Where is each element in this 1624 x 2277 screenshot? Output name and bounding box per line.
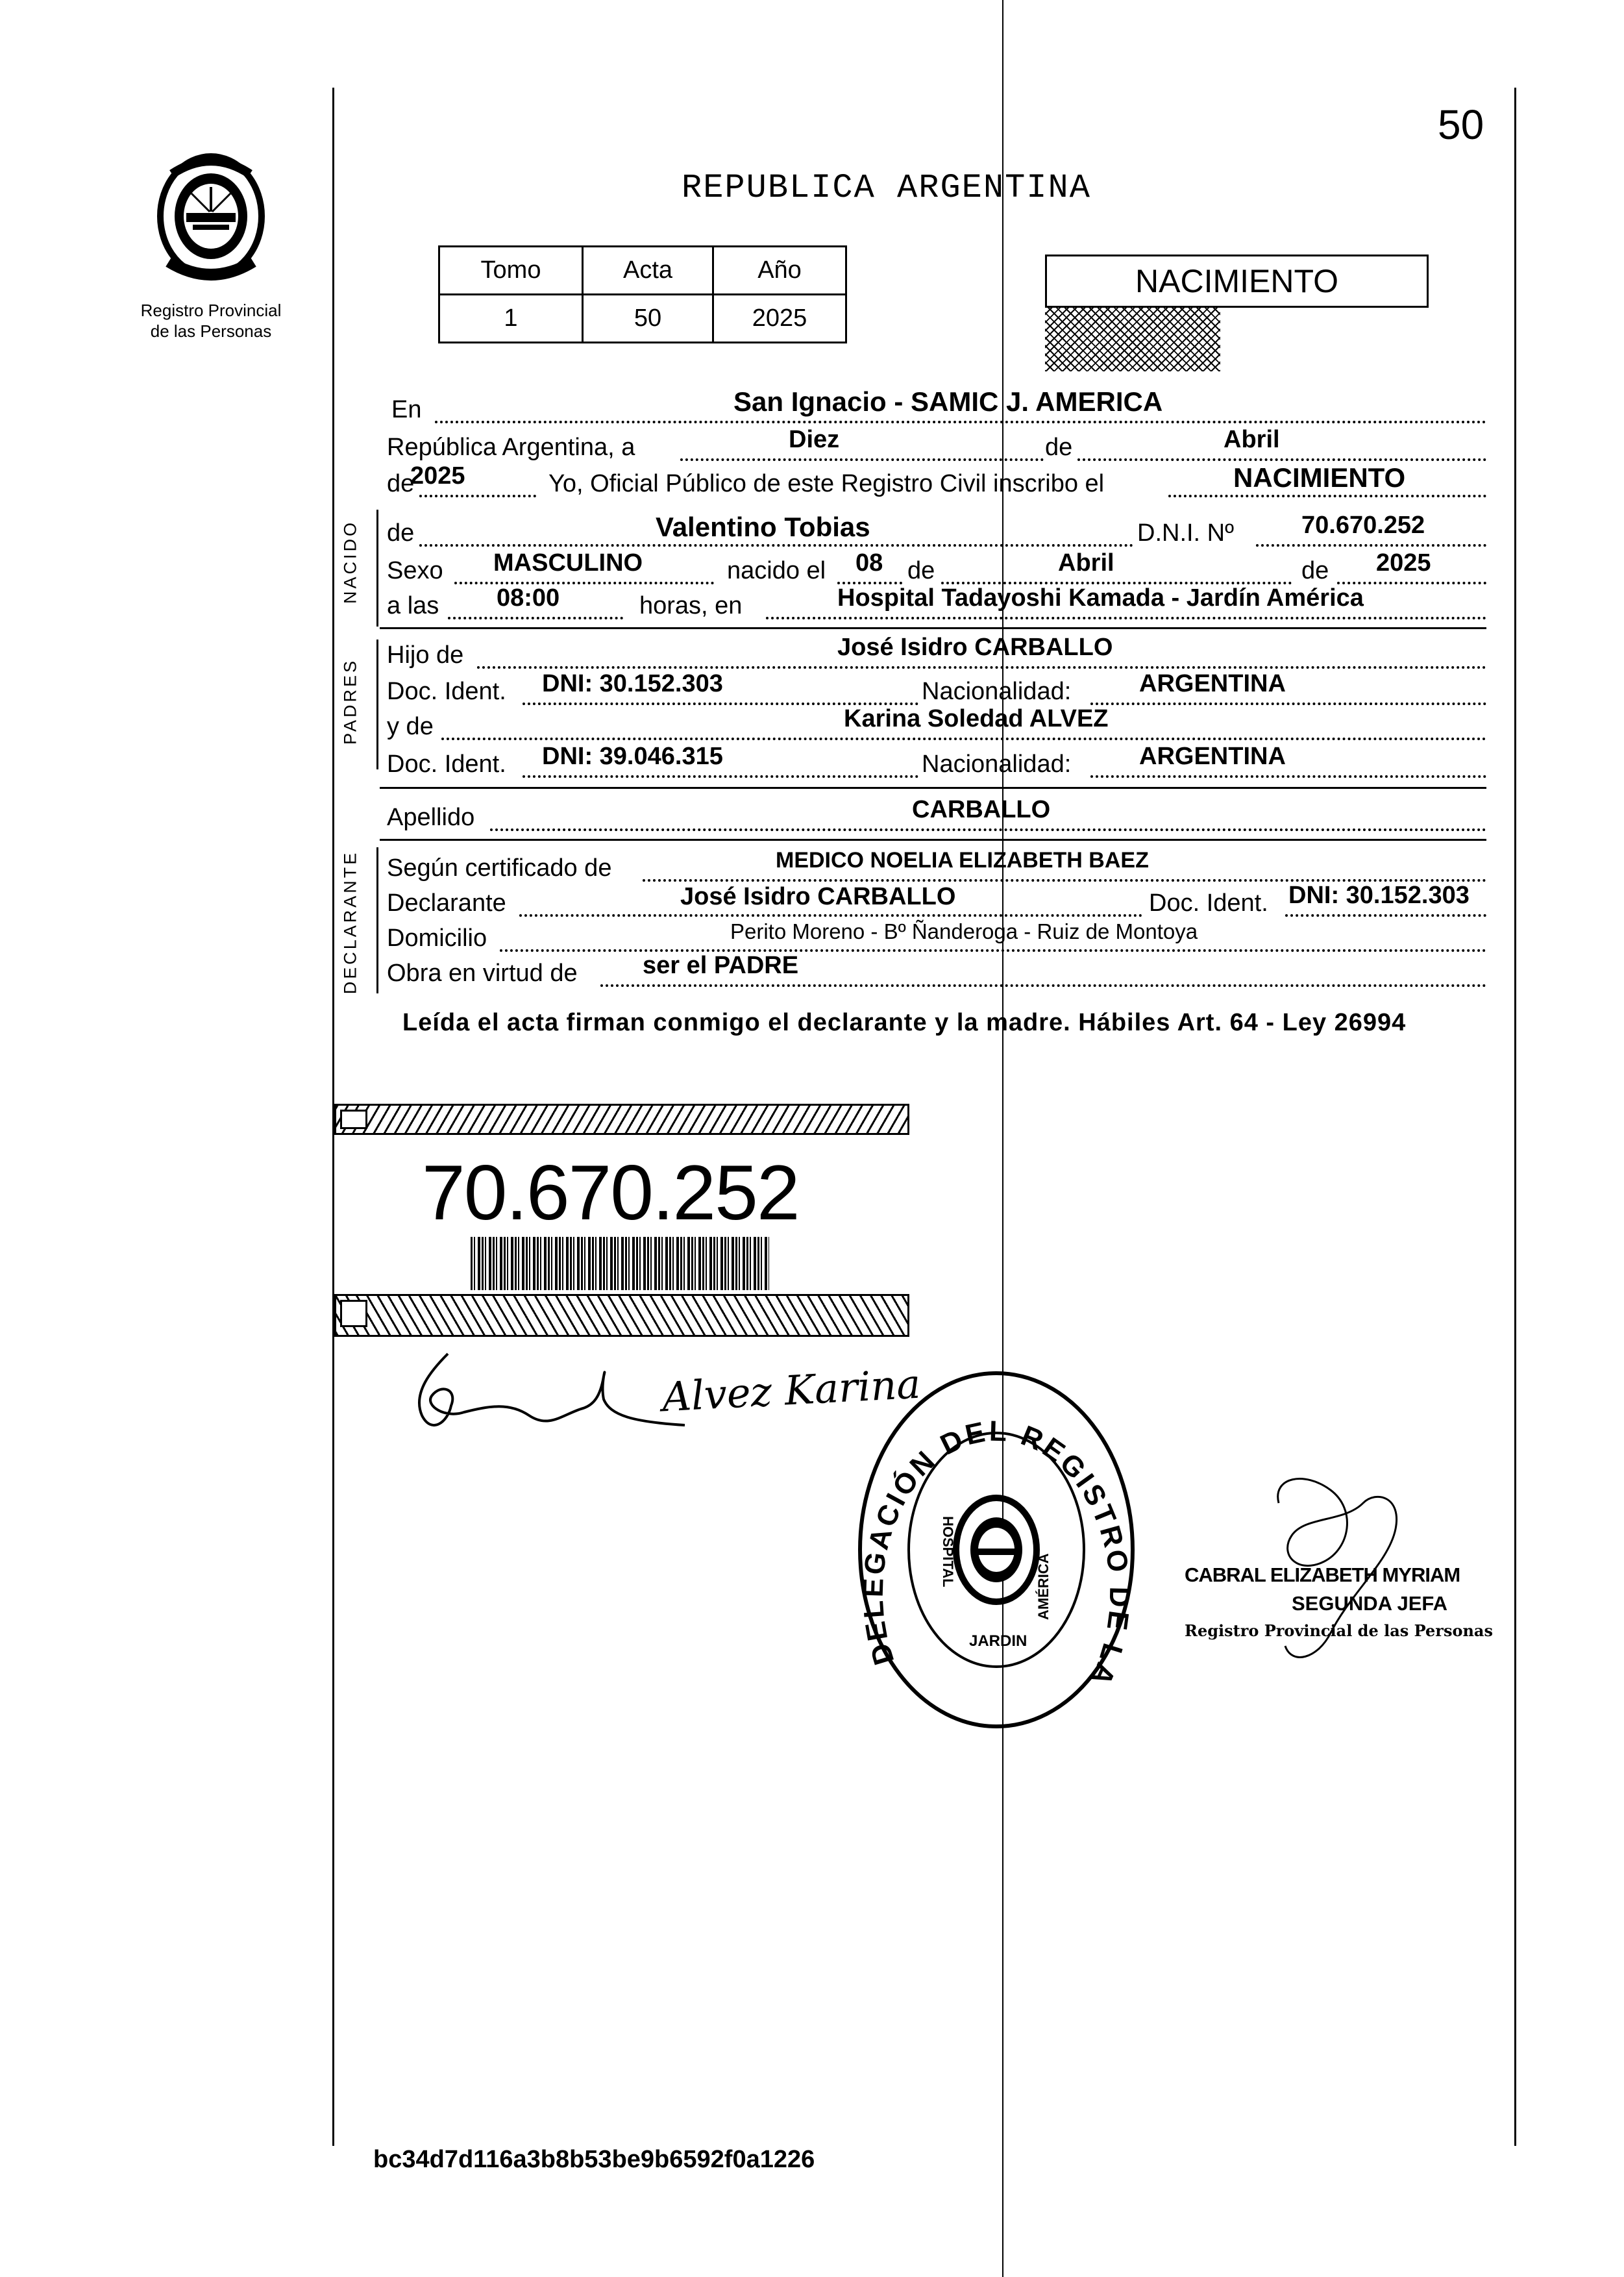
dotted-line — [448, 617, 623, 619]
en-label: En — [391, 396, 422, 423]
stamp-inner-right: AMÉRICA — [1035, 1553, 1052, 1620]
registry-seal-logo — [146, 148, 276, 291]
obra-value: ser el PADRE — [643, 952, 799, 979]
dotted-line — [1256, 544, 1486, 547]
inscribo-value: NACIMIENTO — [1233, 462, 1406, 493]
dotted-line — [519, 914, 1142, 917]
stamp-inner-left: HOSPITAL — [940, 1516, 956, 1587]
hijo-de-label: Hijo de — [387, 641, 464, 669]
father-nationality: ARGENTINA — [1139, 670, 1286, 697]
a-las-label: a las — [387, 592, 439, 619]
dotted-line — [600, 984, 1486, 987]
declarante-doc: DNI: 30.152.303 — [1288, 882, 1470, 909]
page-number: 50 — [1438, 101, 1484, 148]
dotted-line — [435, 421, 1486, 423]
security-band-bottom — [334, 1294, 909, 1337]
en-value: San Ignacio - SAMIC J. AMERICA — [733, 386, 1163, 417]
table-value-anio: 2025 — [713, 295, 846, 343]
birth-de2-label: de — [1301, 557, 1329, 584]
de2-label: de — [387, 470, 415, 497]
year-value: 2025 — [410, 462, 465, 490]
yo-text: Yo, Oficial Público de este Registro Civil inscribo el — [548, 470, 1105, 497]
record-type-box — [1045, 255, 1429, 308]
nacido-el-label: nacido el — [727, 557, 826, 584]
mother-signature-text: Alvez Karina — [661, 1360, 922, 1421]
birth-place: Hospital Tadayoshi Kamada - Jardín América — [837, 584, 1364, 612]
record-table — [438, 245, 847, 343]
horas-en-label: horas, en — [639, 592, 743, 619]
document-hash: bc34d7d116a3b8b53be9b6592f0a1226 — [373, 2146, 815, 2173]
birth-month: Abril — [1058, 549, 1114, 577]
table-header-anio: Año — [713, 247, 846, 295]
registry-caption-line1: Registro Provincial — [140, 301, 282, 320]
cert-label: Según certificado de — [387, 854, 612, 882]
day-value: Diez — [789, 426, 840, 453]
table-header-tomo: Tomo — [439, 247, 583, 295]
domicilio-value: Perito Moreno - Bº Ñanderoga - Ruiz de Montoya — [730, 919, 1198, 943]
barcode — [471, 1237, 769, 1290]
apellido-value: CARBALLO — [912, 796, 1051, 823]
dotted-line — [1090, 775, 1486, 778]
doc1-label: Doc. Ident. — [387, 678, 506, 705]
birth-de-label: de — [907, 557, 935, 584]
dotted-line — [419, 495, 536, 497]
record-type: NACIMIENTO — [1135, 263, 1338, 299]
child-name: Valentino Tobias — [656, 512, 870, 542]
dotted-line — [419, 544, 1133, 547]
right-margin-line — [1514, 88, 1516, 2146]
delegation-stamp — [854, 1367, 1139, 1734]
apellido-label: Apellido — [387, 804, 475, 831]
mother-name: Karina Soledad ALVEZ — [844, 705, 1109, 732]
section-bracket — [376, 640, 378, 769]
fold-line — [1002, 0, 1003, 2277]
section-padres-label: PADRES — [340, 658, 360, 745]
dotted-line — [1168, 495, 1486, 497]
dotted-line — [490, 828, 1486, 831]
dotted-line — [441, 738, 1486, 740]
table-value-acta: 50 — [583, 295, 713, 343]
domicilio-label: Domicilio — [387, 925, 487, 952]
mother-nationality: ARGENTINA — [1139, 743, 1286, 770]
section-divider — [380, 839, 1486, 841]
dni-big-number: 70.670.252 — [422, 1149, 799, 1236]
declarante-signature — [386, 1344, 698, 1448]
de-label: de — [1045, 434, 1073, 461]
section-divider — [380, 787, 1486, 789]
y-de-label: y de — [387, 713, 434, 740]
dotted-line — [454, 582, 714, 584]
birth-year: 2025 — [1376, 549, 1431, 577]
table-header-acta: Acta — [583, 247, 713, 295]
father-doc: DNI: 30.152.303 — [542, 670, 723, 697]
declarante-doc-label: Doc. Ident. — [1149, 890, 1268, 917]
stamp-outer-text: DELEGACIÓN DEL REGISTRO DE LA — [857, 1415, 1136, 1693]
official-name: CABRAL ELIZABETH MYRIAM — [1185, 1563, 1460, 1586]
dotted-line — [766, 617, 1486, 619]
closing-text: Leída el acta firman conmigo el declarante y la madre. Hábiles Art. 64 - Ley 26994 — [402, 1009, 1407, 1036]
republica-label: República Argentina, a — [387, 434, 635, 461]
declarante-label: Declarante — [387, 890, 506, 917]
dni-label: D.N.I. Nº — [1137, 519, 1234, 547]
section-declarante-label: DECLARANTE — [340, 850, 360, 995]
dotted-line — [523, 775, 918, 778]
stamp-inner-bottom: JARDIN — [969, 1632, 1027, 1650]
declarante-value: José Isidro CARBALLO — [680, 883, 956, 910]
dotted-line — [1090, 703, 1486, 705]
month-value: Abril — [1224, 426, 1280, 453]
section-nacido-label: NACIDO — [340, 520, 360, 604]
registry-caption-line2: de las Personas — [150, 321, 272, 341]
dotted-line — [680, 458, 1044, 461]
birth-day: 08 — [855, 549, 883, 577]
mother-doc: DNI: 39.046.315 — [542, 743, 723, 770]
father-name: José Isidro CARBALLO — [837, 634, 1113, 661]
official-office: Registro Provincial de las Personas — [1185, 1621, 1493, 1640]
birth-time: 08:00 — [497, 584, 560, 612]
security-band-top — [334, 1104, 909, 1135]
section-bracket — [376, 510, 378, 627]
obra-label: Obra en virtud de — [387, 960, 578, 987]
section-bracket — [376, 847, 378, 993]
official-title: SEGUNDA JEFA — [1292, 1592, 1448, 1615]
sexo-label: Sexo — [387, 557, 443, 584]
nacido-de-label: de — [387, 519, 415, 547]
dotted-line — [477, 666, 1486, 669]
nac2-label: Nacionalidad: — [922, 751, 1072, 778]
section-divider — [380, 627, 1486, 629]
sexo-value: MASCULINO — [493, 549, 643, 577]
country-title: REPUBLICA ARGENTINA — [682, 169, 1091, 207]
dotted-line — [1077, 458, 1486, 461]
table-value-tomo: 1 — [439, 295, 583, 343]
cert-value: MEDICO NOELIA ELIZABETH BAEZ — [776, 848, 1149, 873]
child-dni: 70.670.252 — [1301, 512, 1425, 539]
nac1-label: Nacionalidad: — [922, 678, 1072, 705]
security-pattern — [1045, 306, 1220, 371]
dotted-line — [1285, 914, 1486, 917]
doc2-label: Doc. Ident. — [387, 751, 506, 778]
